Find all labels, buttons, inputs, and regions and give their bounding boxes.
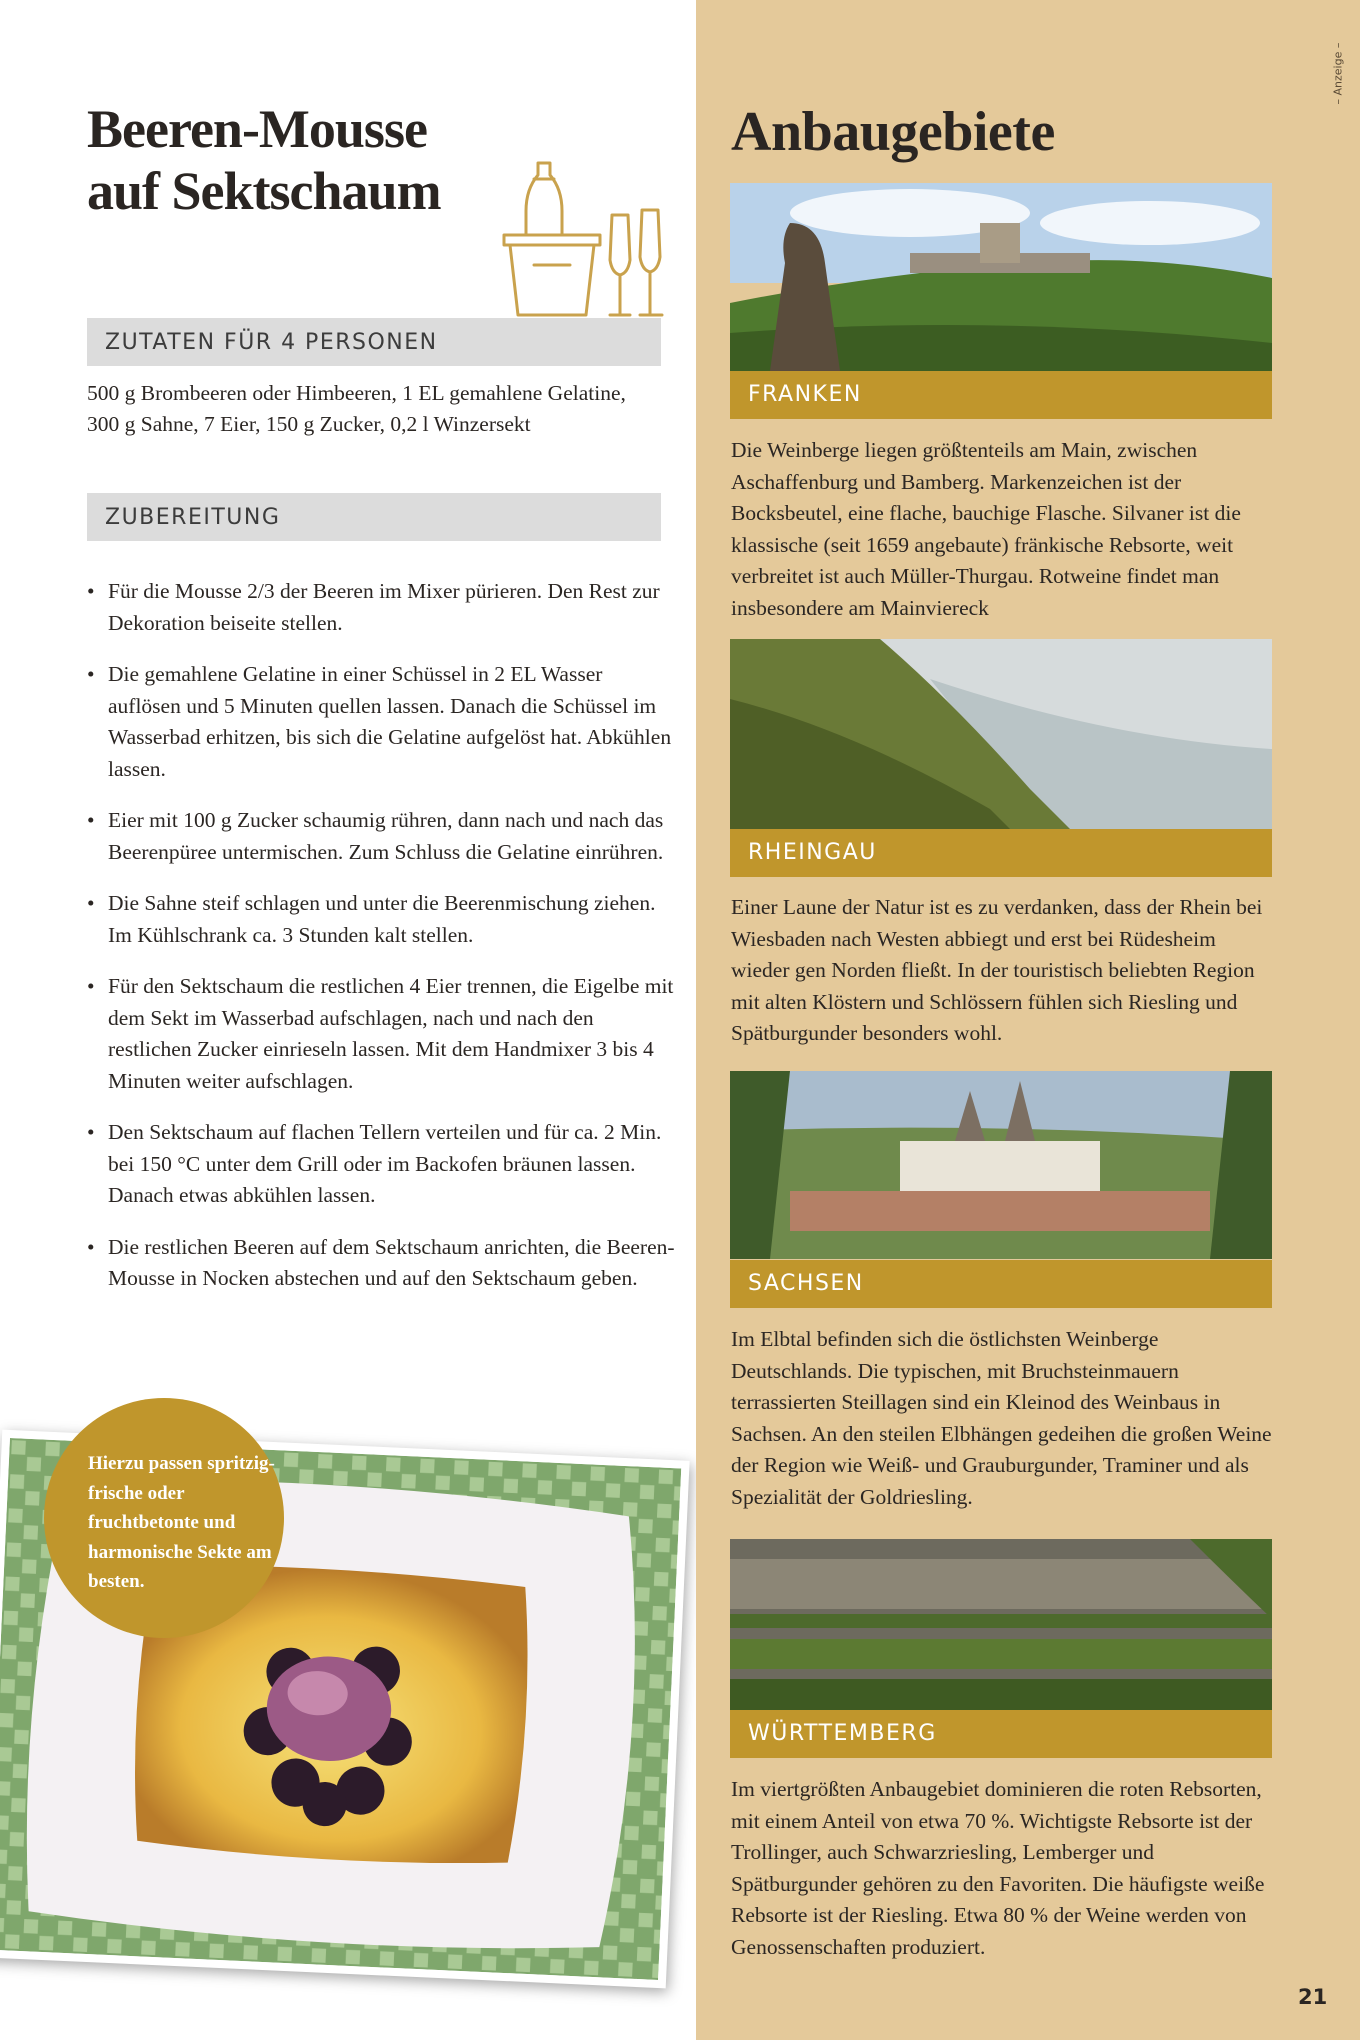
step-text: Für die Mousse 2/3 der Beeren im Mixer pürieren. Den Rest zur Dekoration beiseite stellen. [108,579,660,635]
region-bar-franken: FRANKEN [730,371,1272,419]
recipe-title [87,98,527,222]
recipe-title-line2: auf Sektschaum [87,161,441,221]
bullet: • [87,974,95,998]
region-text-franken: Die Weinberge liegen größtenteils am Main, zwischen Aschaffenburg und Bamberg. Markenzeichen ist der Bocksbeutel, eine flache, bauchige Flasche. Silvaner ist die klassische (seit 1659 angebaute) fränkische Rebsorte, weit verbreitet ist auch Müller-Thurgau. Rotweine findet man insbesondere am Mainviereck [731,438,1241,620]
step-text: Die gemahlene Gelatine in einer Schüssel in 2 EL Wasser auflösen und 5 Minuten quellen lassen. Danach die Schüssel im Wasserbad erhitzen, bis sich die Gelatine aufgelöst hat. Abkühlen lassen. [108,662,672,781]
region-bar-rheingau: RHEINGAU [730,829,1272,877]
bullet: • [87,808,95,832]
step-text: Für den Sektschaum die restlichen 4 Eier trennen, die Eigelbe mit dem Sekt im Wasserbad aufschlagen, nach und nach den restlichen Zucker einrieseln lassen. Mit dem Handmixer 3 bis 4 Minuten weiter aufschlagen. [108,974,674,1093]
regions-heading: Anbaugebiete [731,101,1055,163]
bullet: • [87,891,95,915]
region-text-rheingau: Einer Laune der Natur ist es zu verdanken, dass der Rhein bei Wiesbaden nach Westen abbiegt und erst bei Rüdesheim wieder gen Norden fließt. In der touristisch beliebten Region mit alten Klöstern und Schlössern fühlen sich Riesling und Spätburgunder besonders wohl. [731,895,1263,1045]
advertisement-label: – Anzeige – [1331,42,1345,105]
step-text: Den Sektschaum auf flachen Tellern verteilen und für ca. 2 Min. bei 150 °C unter dem Grill oder im Backofen bräunen lassen. Danach etwas abkühlen lassen. [108,1120,662,1207]
bullet: • [87,1120,95,1144]
wuerttemberg-photo [730,1539,1272,1711]
tip-text: Hierzu passen spritzig-frische oder fruchtbetonte und harmonische Sekte am besten. [88,1453,275,1592]
bullet: • [87,579,95,603]
step-text: Die restlichen Beeren auf dem Sektschaum anrichten, die Beeren-Mousse in Nocken abstechen und auf den Sektschaum geben. [108,1234,675,1290]
step-item [87,1117,677,1212]
franken-image [730,183,1272,371]
step-item [87,576,677,639]
bullet: • [87,1234,95,1259]
rheingau-image [730,639,1272,829]
sachsen-image [730,1071,1272,1259]
step-text: Eier mit 100 g Zucker schaumig rühren, dann nach und nach das Beerenpüree untermischen. Zum Schluss die Gelatine einrühren. [108,808,664,864]
region-text-wuerttemberg: Im viertgrößten Anbaugebiet dominieren die roten Rebsorten, mit einem Anteil von etwa 70 %. Wichtigste Rebsorte ist der Trollinger, auch Schwarzriesling, Lemberger und Spätburgunder gehören zu den Favoriten. Die häufigste weiße Rebsorte ist der Riesling. Etwa 80 % der Weine werden von Genossenschaften produziert. [731,1777,1265,1959]
ingredients-line1: 500 g Brombeeren oder Himbeeren, 1 EL gemahlene Gelatine, [87,381,626,405]
step-item [87,1232,677,1295]
recipe-title-line1: Beeren-Mousse [87,99,427,159]
ingredients-text [87,378,677,440]
ingredients-heading: ZUTATEN FÜR 4 PERSONEN [87,318,661,366]
wuerttemberg-image [730,1539,1272,1711]
region-bar-wuerttemberg: WÜRTTEMBERG [730,1710,1272,1758]
step-item [87,971,677,1097]
step-item [87,888,677,951]
champagne-bucket-icon [500,155,670,320]
preparation-heading: ZUBEREITUNG [87,493,661,541]
region-text-sachsen: Im Elbtal befinden sich die östlichsten Weinberge Deutschlands. Die typischen, mit Bruchsteinmauern terrassierten Steillagen sind ein Kleinod des Weinbaus in Sachsen. An den steilen Elbhängen gedeihen die großen Weine der Region wie Weiß- und Grauburgunder, Traminer und als Spezialität der Goldriesling. [731,1327,1272,1509]
region-bar-sachsen: SACHSEN [730,1260,1272,1308]
advertisement-tag [1328,28,1348,108]
step-item [87,805,677,868]
step-item [87,659,677,785]
sachsen-photo [730,1071,1272,1259]
bullet: • [87,662,95,686]
rheingau-photo [730,639,1272,829]
page-number: 21 [1298,1985,1328,2009]
step-text: Die Sahne steif schlagen und unter die Beerenmischung ziehen. Im Kühlschrank ca. 3 Stunden kalt stellen. [108,891,656,947]
ingredients-line2: 300 g Sahne, 7 Eier, 150 g Zucker, 0,2 l Winzersekt [87,412,531,436]
franken-photo [730,183,1272,371]
preparation-steps [87,576,677,1315]
